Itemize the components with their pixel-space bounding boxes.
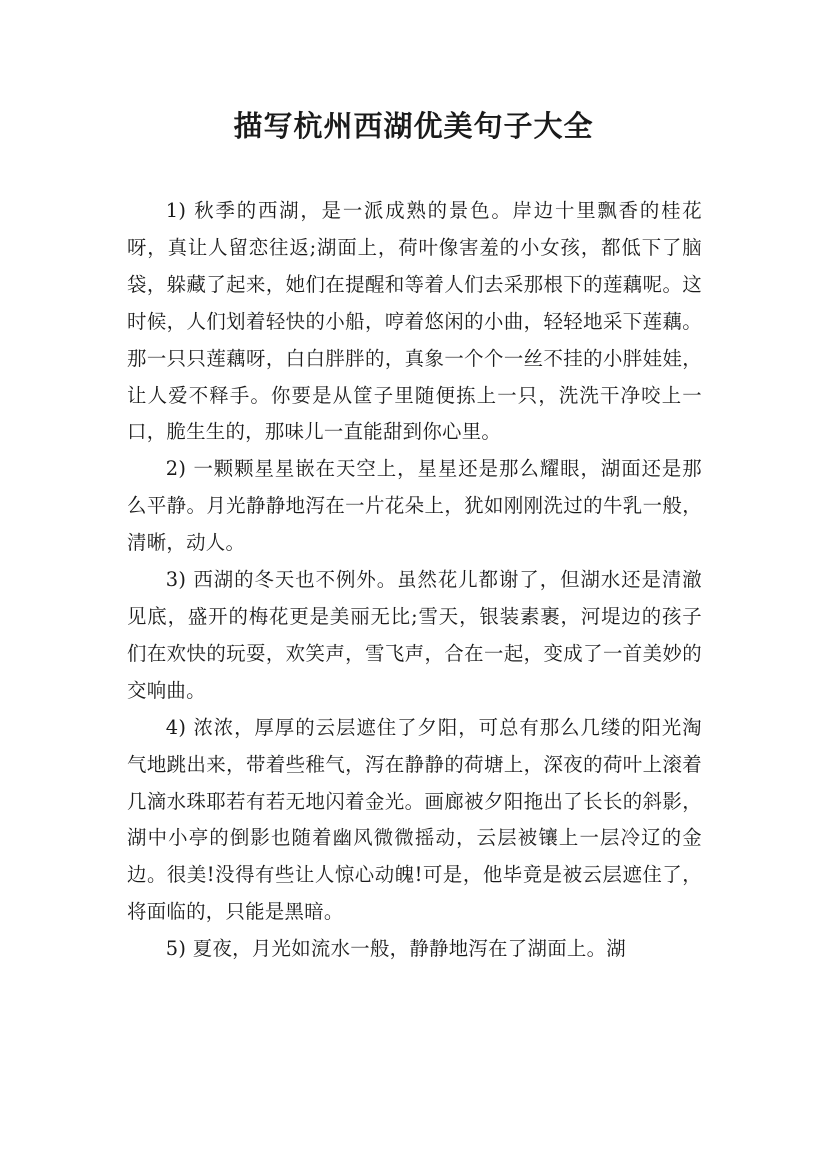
paragraph-4: 4) 浓浓，厚厚的云层遮住了夕阳，可总有那么几缕的阳光淘气地跳出来，带着些稚气，泻在静静的荷塘上，深夜的荷叶上滚着几滴水珠耶若有若无地闪着金光。画廊被夕阳拖出了长长的斜影，湖中小亭的倒影也随着幽风微微摇动，云层被镶上一层冷辽的金边。很美!没得有些让人惊心动魄!可是，他毕竟是被云层遮住了，将面临的，只能是黑暗。	[127, 715, 702, 924]
paragraph-3: 3) 西湖的冬天也不例外。虽然花儿都谢了，但湖水还是清澈见底，盛开的梅花更是美丽无比;雪天，银装素裹，河堤边的孩子们在欢快的玩耍，欢笑声，雪飞声，合在一起，变成了一首美妙的交响曲。	[127, 568, 702, 702]
paragraph-1: 1) 秋季的西湖，是一派成熟的景色。岸边十里飘香的桂花呀，真让人留恋往返;湖面上，荷叶像害羞的小女孩，都低下了脑袋，躲藏了起来，她们在提醒和等着人们去采那根下的莲藕呢。这时候，人们划着轻快的小船，哼着悠闲的小曲，轻轻地采下莲藕。那一只只莲藕呀，白白胖胖的，真象一个个一丝不挂的小胖娃娃，让人爱不释手。你要是从筐子里随便拣上一只，洗洗干净咬上一口，脆生生的，那味儿一直能甜到你心里。	[127, 199, 702, 444]
document-body	[127, 193, 702, 968]
paragraph-5: 5) 夏夜，月光如流水一般，静静地泻在了湖面上。湖	[165, 937, 626, 961]
paragraph-2: 2) 一颗颗星星嵌在天空上，星星还是那么耀眼，湖面还是那么平静。月光静静地泻在一片花朵上，犹如刚刚洗过的牛乳一般，清晰，动人。	[127, 457, 702, 555]
document-title: 描写杭州西湖优美句子大全	[233, 109, 594, 143]
